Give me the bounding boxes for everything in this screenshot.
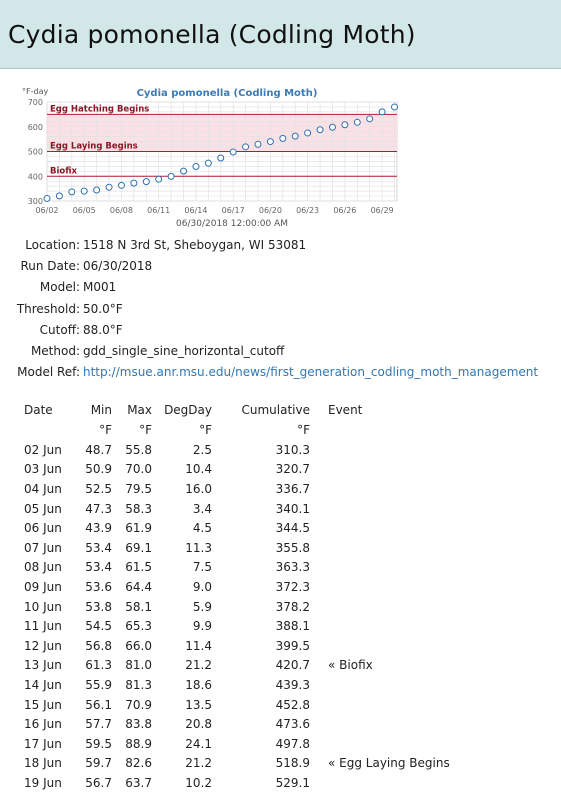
cell-date: 09 Jun bbox=[24, 579, 62, 594]
cell-cumulative: 320.7 bbox=[275, 462, 310, 477]
x-axis-label: 06/30/2018 12:00:00 AM bbox=[176, 219, 288, 229]
cell-event bbox=[310, 440, 478, 460]
data-point bbox=[69, 189, 75, 195]
cell-event bbox=[310, 460, 478, 480]
table-row bbox=[18, 754, 478, 774]
data-point bbox=[230, 149, 236, 155]
col-min-header: Min bbox=[90, 403, 112, 417]
cell-date: 10 Jun bbox=[24, 599, 62, 614]
data-point bbox=[392, 104, 398, 110]
cell-degday: 24.1 bbox=[185, 736, 212, 751]
cell-date: 19 Jun bbox=[24, 775, 62, 790]
data-point bbox=[292, 133, 298, 139]
cell-event bbox=[310, 616, 478, 636]
method-row bbox=[0, 340, 561, 361]
cell-date: 08 Jun bbox=[24, 560, 62, 575]
cell-event bbox=[310, 479, 478, 499]
degree-day-chart bbox=[0, 80, 561, 232]
x-tick-label: 06/23 bbox=[296, 206, 320, 215]
y-axis-label: °F-day bbox=[22, 87, 49, 96]
cell-cumulative: 473.6 bbox=[275, 717, 310, 732]
x-tick-label: 06/11 bbox=[147, 206, 171, 215]
location-label: Location: bbox=[25, 237, 80, 252]
cell-degday: 2.5 bbox=[192, 442, 212, 457]
cell-max: 58.1 bbox=[125, 599, 152, 614]
page-header bbox=[0, 0, 561, 69]
col-cumulative-header: Cumulative bbox=[241, 403, 310, 417]
cell-max: 82.6 bbox=[125, 756, 152, 771]
cell-event bbox=[310, 734, 478, 754]
col-degday-unit: °F bbox=[199, 423, 212, 437]
cell-max: 55.8 bbox=[125, 442, 152, 457]
data-point bbox=[118, 182, 124, 188]
cell-cumulative: 388.1 bbox=[275, 619, 310, 634]
table-row bbox=[18, 577, 478, 597]
cell-cumulative: 378.2 bbox=[275, 599, 310, 614]
data-point bbox=[143, 179, 149, 185]
cell-max: 88.9 bbox=[125, 736, 152, 751]
cell-cumulative: 310.3 bbox=[275, 442, 310, 457]
data-point bbox=[305, 130, 311, 136]
col-max-header: Max bbox=[127, 403, 152, 417]
cell-max: 79.5 bbox=[125, 481, 152, 496]
data-point bbox=[81, 188, 87, 194]
cell-degday: 13.5 bbox=[185, 697, 212, 712]
model-ref-link[interactable]: http://msue.anr.msu.edu/news/first_generation_codling_moth_management bbox=[83, 365, 539, 380]
cell-cumulative: 439.3 bbox=[275, 677, 310, 692]
cell-cumulative: 340.1 bbox=[275, 501, 310, 516]
cell-degday: 5.9 bbox=[192, 599, 212, 614]
cell-event bbox=[310, 577, 478, 597]
degree-day-table bbox=[18, 400, 478, 793]
cell-min: 47.3 bbox=[85, 501, 112, 516]
cell-max: 81.3 bbox=[125, 677, 152, 692]
method-label: Method: bbox=[30, 344, 80, 359]
data-point bbox=[56, 193, 62, 199]
cell-cumulative: 420.7 bbox=[275, 658, 310, 673]
cell-cumulative: 363.3 bbox=[275, 560, 310, 575]
threshold-value: 50.0°F bbox=[83, 301, 123, 316]
cell-event bbox=[310, 695, 478, 715]
cell-min: 43.9 bbox=[85, 521, 112, 536]
cell-date: 15 Jun bbox=[24, 697, 62, 712]
y-tick-label: 500 bbox=[27, 147, 43, 157]
cell-min: 61.3 bbox=[85, 658, 112, 673]
col-degday-header: DegDay bbox=[164, 403, 212, 417]
cell-max: 58.3 bbox=[125, 501, 152, 516]
cell-event bbox=[310, 538, 478, 558]
cutoff-row bbox=[0, 319, 561, 340]
table-header-row bbox=[18, 400, 478, 420]
cell-date: 02 Jun bbox=[24, 442, 62, 457]
cell-event: « Egg Laying Begins bbox=[328, 756, 450, 771]
table-row bbox=[18, 773, 478, 793]
cell-max: 83.8 bbox=[125, 717, 152, 732]
cell-event bbox=[310, 675, 478, 695]
y-tick-label: 300 bbox=[27, 197, 43, 206]
cell-min: 56.8 bbox=[85, 638, 112, 653]
cell-degday: 4.5 bbox=[192, 521, 212, 536]
cell-degday: 18.6 bbox=[185, 677, 212, 692]
table-body bbox=[18, 440, 478, 793]
table-row bbox=[18, 734, 478, 754]
table-row bbox=[18, 714, 478, 734]
data-point bbox=[329, 124, 335, 130]
cell-event bbox=[310, 597, 478, 617]
cell-date: 04 Jun bbox=[24, 481, 62, 496]
x-tick-label: 06/17 bbox=[221, 206, 245, 215]
threshold-label: Egg Laying Begins bbox=[50, 141, 138, 152]
table-row bbox=[18, 479, 478, 499]
data-point bbox=[181, 168, 187, 174]
cell-degday: 20.8 bbox=[185, 717, 212, 732]
cell-cumulative: 344.5 bbox=[275, 521, 310, 536]
data-point bbox=[205, 160, 211, 166]
cutoff-label: Cutoff: bbox=[39, 322, 80, 337]
run-date-label: Run Date: bbox=[20, 258, 80, 273]
cell-degday: 9.0 bbox=[192, 579, 212, 594]
cell-cumulative: 399.5 bbox=[275, 638, 310, 653]
cell-date: 05 Jun bbox=[24, 501, 62, 516]
col-event-header: Event bbox=[328, 403, 363, 417]
cell-min: 53.6 bbox=[85, 579, 112, 594]
cell-max: 61.9 bbox=[125, 521, 152, 536]
cell-event bbox=[310, 499, 478, 519]
data-point bbox=[156, 176, 162, 182]
data-point bbox=[131, 180, 137, 186]
col-min-unit: °F bbox=[99, 423, 112, 437]
table-row bbox=[18, 695, 478, 715]
cell-cumulative: 452.8 bbox=[275, 697, 310, 712]
data-point bbox=[193, 164, 199, 170]
x-tick-label: 06/08 bbox=[109, 206, 133, 215]
data-point bbox=[317, 127, 323, 133]
cell-degday: 3.4 bbox=[192, 501, 212, 516]
cell-event bbox=[310, 636, 478, 656]
data-point bbox=[255, 141, 261, 147]
data-point bbox=[267, 139, 273, 145]
cell-min: 53.8 bbox=[85, 599, 112, 614]
cell-degday: 10.4 bbox=[185, 462, 212, 477]
cell-max: 69.1 bbox=[125, 540, 152, 555]
cell-min: 53.4 bbox=[85, 540, 112, 555]
cell-date: 07 Jun bbox=[24, 540, 62, 555]
data-point bbox=[168, 173, 174, 179]
run-date-value: 06/30/2018 bbox=[83, 258, 153, 273]
cell-date: 14 Jun bbox=[24, 677, 62, 692]
y-tick-label: 400 bbox=[27, 172, 43, 182]
cell-cumulative: 518.9 bbox=[275, 756, 310, 771]
threshold-row bbox=[0, 298, 561, 319]
table-row bbox=[18, 499, 478, 519]
cell-degday: 21.2 bbox=[185, 658, 212, 673]
cell-cumulative: 355.8 bbox=[275, 540, 310, 555]
cell-max: 81.0 bbox=[125, 658, 152, 673]
model-row bbox=[0, 277, 561, 298]
data-point bbox=[44, 195, 50, 201]
cell-cumulative: 336.7 bbox=[275, 481, 310, 496]
cell-max: 63.7 bbox=[125, 775, 152, 790]
x-tick-label: 06/26 bbox=[333, 206, 357, 215]
cell-cumulative: 372.3 bbox=[275, 579, 310, 594]
model-label: Model: bbox=[39, 280, 80, 295]
threshold-label: Egg Hatching Begins bbox=[50, 104, 150, 115]
data-point bbox=[342, 122, 348, 128]
chart-title: Cydia pomonella (Codling Moth) bbox=[136, 88, 318, 99]
cell-degday: 10.2 bbox=[185, 775, 212, 790]
table-row bbox=[18, 538, 478, 558]
data-point bbox=[94, 187, 100, 193]
y-tick-label: 700 bbox=[27, 98, 43, 107]
data-point bbox=[243, 144, 249, 150]
cell-date: 06 Jun bbox=[24, 521, 62, 536]
cell-min: 54.5 bbox=[85, 619, 112, 634]
table-row bbox=[18, 558, 478, 578]
cell-date: 18 Jun bbox=[24, 756, 62, 771]
cell-date: 12 Jun bbox=[24, 638, 62, 653]
cell-min: 56.7 bbox=[85, 775, 112, 790]
table-row bbox=[18, 597, 478, 617]
x-tick-label: 06/05 bbox=[72, 206, 96, 215]
x-tick-label: 06/29 bbox=[370, 206, 394, 215]
table-row bbox=[18, 675, 478, 695]
table-row bbox=[18, 656, 478, 676]
data-point bbox=[218, 155, 224, 161]
data-point bbox=[106, 184, 112, 190]
cell-cumulative: 497.8 bbox=[275, 736, 310, 751]
location-value: 1518 N 3rd St, Sheboygan, WI 53081 bbox=[83, 237, 307, 252]
cell-degday: 7.5 bbox=[192, 560, 212, 575]
cell-min: 59.5 bbox=[85, 736, 112, 751]
cell-min: 50.9 bbox=[85, 462, 112, 477]
cell-degday: 11.4 bbox=[185, 638, 212, 653]
cell-degday: 16.0 bbox=[185, 481, 212, 496]
cell-min: 52.5 bbox=[85, 481, 112, 496]
cell-max: 65.3 bbox=[125, 619, 152, 634]
data-point bbox=[367, 116, 373, 122]
model-info bbox=[0, 234, 561, 383]
page-title: Cydia pomonella (Codling Moth) bbox=[8, 19, 416, 49]
cell-date: 17 Jun bbox=[24, 736, 62, 751]
chart-container bbox=[0, 80, 561, 232]
x-tick-label: 06/14 bbox=[184, 206, 208, 215]
cell-min: 53.4 bbox=[85, 560, 112, 575]
cell-event bbox=[310, 518, 478, 538]
cell-event: « Biofix bbox=[328, 658, 373, 673]
cell-event bbox=[310, 714, 478, 734]
cell-event bbox=[310, 558, 478, 578]
cell-max: 61.5 bbox=[125, 560, 152, 575]
table-units-row bbox=[18, 420, 478, 440]
cell-event bbox=[310, 773, 478, 793]
cell-max: 70.0 bbox=[125, 462, 152, 477]
col-max-unit: °F bbox=[139, 423, 152, 437]
cutoff-value: 88.0°F bbox=[83, 322, 123, 337]
x-tick-label: 06/02 bbox=[35, 206, 59, 215]
cell-cumulative: 529.1 bbox=[275, 775, 310, 790]
cell-degday: 21.2 bbox=[185, 756, 212, 771]
cell-min: 56.1 bbox=[85, 697, 112, 712]
cell-date: 03 Jun bbox=[24, 462, 62, 477]
model-ref-row bbox=[0, 362, 561, 383]
method-value: gdd_single_sine_horizontal_cutoff bbox=[83, 344, 285, 359]
x-tick-label: 06/20 bbox=[258, 206, 282, 215]
table-row bbox=[18, 636, 478, 656]
cell-min: 48.7 bbox=[85, 442, 112, 457]
run-date-row bbox=[0, 255, 561, 276]
col-date-header: Date bbox=[24, 403, 53, 417]
cell-degday: 9.9 bbox=[192, 619, 212, 634]
cell-max: 70.9 bbox=[125, 697, 152, 712]
cell-max: 66.0 bbox=[125, 638, 152, 653]
cell-max: 64.4 bbox=[125, 579, 152, 594]
cell-date: 11 Jun bbox=[24, 619, 62, 634]
data-point bbox=[379, 109, 385, 115]
location-row bbox=[0, 234, 561, 255]
threshold-label: Biofix bbox=[50, 166, 78, 177]
col-cumulative-unit: °F bbox=[297, 423, 310, 437]
table-row bbox=[18, 518, 478, 538]
cell-date: 16 Jun bbox=[24, 717, 62, 732]
table-row bbox=[18, 440, 478, 460]
data-point bbox=[354, 119, 360, 125]
table-row bbox=[18, 616, 478, 636]
model-ref-label: Model Ref: bbox=[17, 365, 80, 380]
cell-min: 57.7 bbox=[85, 717, 112, 732]
threshold-label: Threshold: bbox=[16, 301, 80, 316]
data-point bbox=[280, 135, 286, 141]
table-row bbox=[18, 460, 478, 480]
y-tick-label: 600 bbox=[27, 122, 43, 132]
model-value: M001 bbox=[83, 280, 117, 295]
cell-min: 59.7 bbox=[85, 756, 112, 771]
cell-degday: 11.3 bbox=[185, 540, 212, 555]
cell-min: 55.9 bbox=[85, 677, 112, 692]
cell-date: 13 Jun bbox=[24, 658, 62, 673]
